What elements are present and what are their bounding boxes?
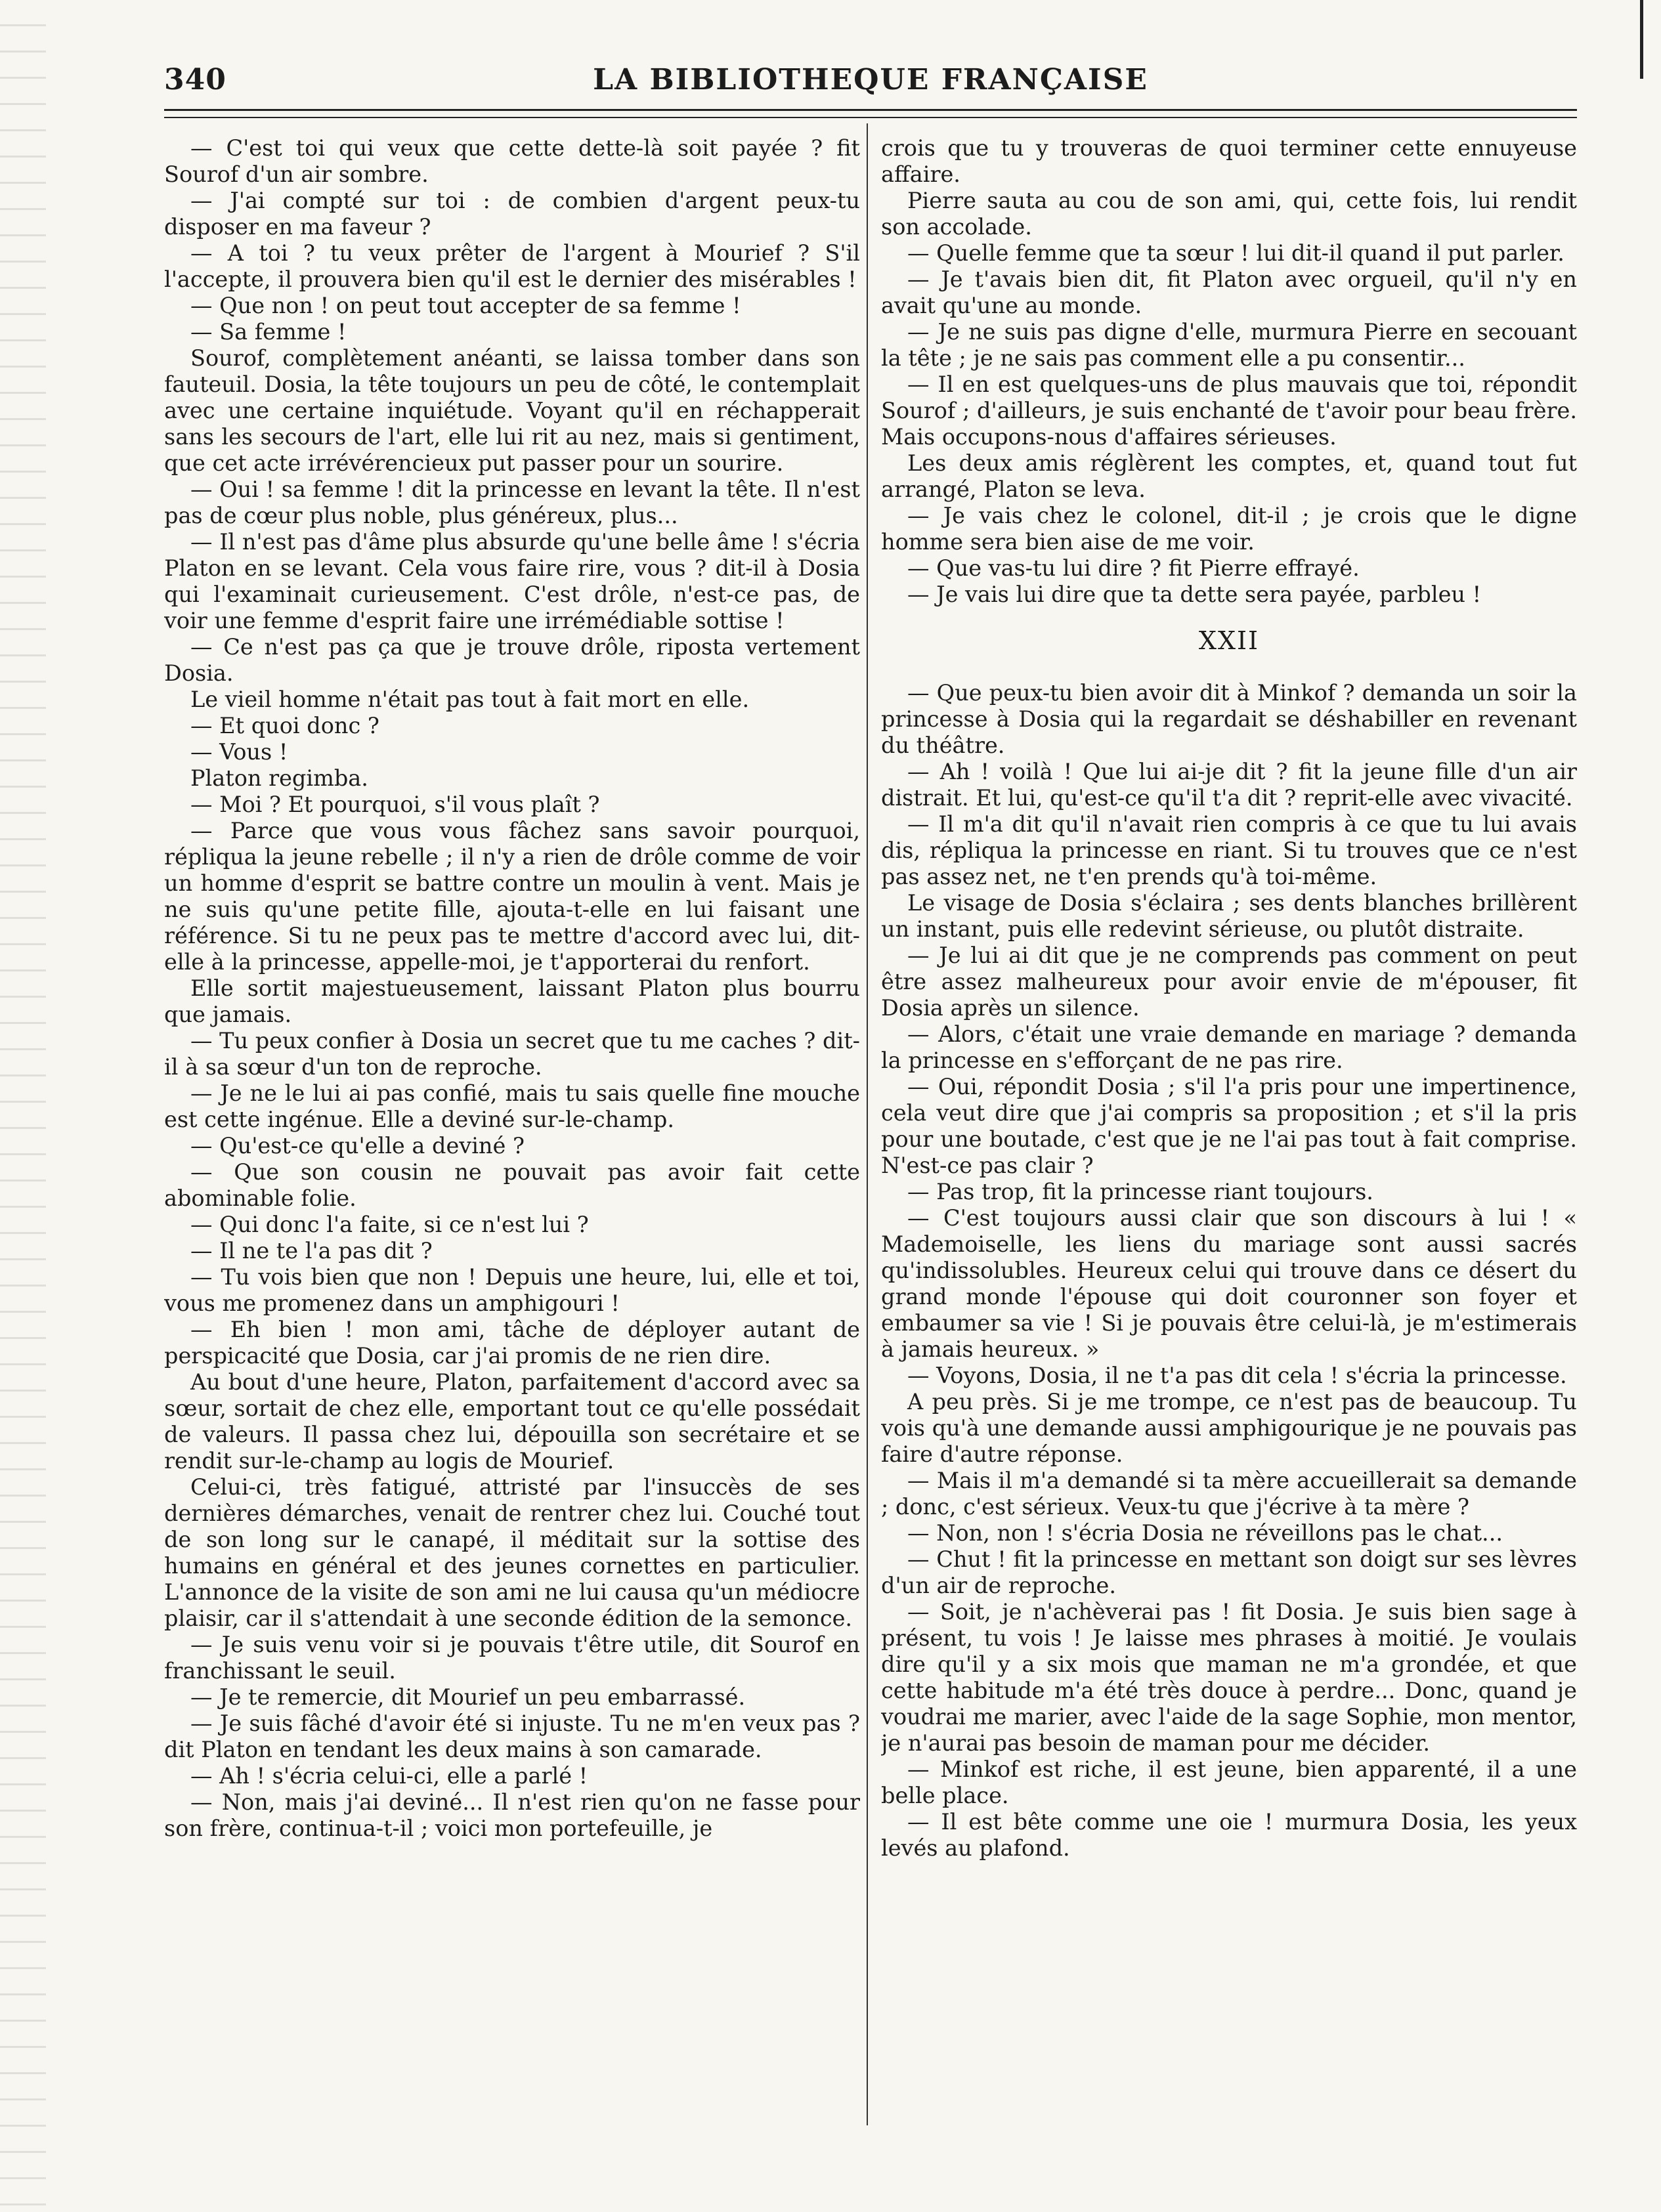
page-header — [164, 63, 1577, 109]
paragraph: — Oui, répondit Dosia ; s'il l'a pris pour une impertinence, cela veut dire que j'ai compris sa proposition ; et s'il la pris pour une boutade, c'est que je ne l'ai pas tout à fait comprise. N'est-ce pas clair ? — [881, 1074, 1577, 1178]
paragraph: Pierre sauta au cou de son ami, qui, cette fois, lui rendit son accolade. — [881, 188, 1577, 240]
paragraph: crois que tu y trouveras de quoi terminer cette ennuyeuse affaire. — [881, 135, 1577, 187]
paragraph: Platon regimba. — [190, 765, 368, 791]
paragraph: — Parce que vous vous fâchez sans savoir pourquoi, répliqua la jeune rebelle ; il n'y a rien de drôle comme de voir un homme d'esprit se battre contre un moulin à vent. Mais je ne suis qu'une petite fille, ajouta-t-elle en lui faisant une référence. Si tu ne peux pas te mettre d'accord avec lui, dit-elle à la princesse, appelle-moi, je t'apporterai du renfort. — [164, 818, 860, 975]
paragraph: — Chut ! fit la princesse en mettant son doigt sur ses lèvres d'un air de reproche. — [881, 1546, 1577, 1598]
paragraph: — Pas trop, fit la princesse riant toujours. — [907, 1179, 1373, 1204]
column-divider — [867, 123, 868, 2125]
paragraph: — Ce n'est pas ça que je trouve drôle, riposta vertement Dosia. — [164, 634, 860, 686]
paragraph: — Alors, c'était une vraie demande en mariage ? demanda la princesse en s'efforçant de ne pas rire. — [881, 1021, 1577, 1073]
paragraph: — Il m'a dit qu'il n'avait rien compris à ce que tu lui avais dis, répliqua la princesse en riant. Si tu trouves que ce n'est pas assez net, ne t'en prends qu'à toi-même. — [881, 811, 1577, 889]
paragraph: Celui-ci, très fatigué, attristé par l'insuccès de ses dernières démarches, venait de rentrer chez lui. Couché tout de son long sur le canapé, il méditait sur la sottise des humains en général et des jeunes cornettes en particulier. L'annonce de la visite de son ami ne lui causa qu'un médiocre plaisir, car il s'attendait à une seconde édition de la semonce. — [164, 1474, 860, 1631]
paragraph: — Que non ! on peut tout accepter de sa femme ! — [190, 293, 741, 318]
paragraph: — Tu vois bien que non ! Depuis une heure, lui, elle et toi, vous me promenez dans un amphigouri ! — [164, 1264, 860, 1316]
paragraph: — Je vais lui dire que ta dette sera payée, parbleu ! — [907, 582, 1482, 607]
paragraph: — Je suis venu voir si je pouvais t'être utile, dit Sourof en franchissant le seuil. — [164, 1632, 860, 1684]
paragraph: — Et quoi donc ? — [190, 713, 379, 738]
paragraph: — Je vais chez le colonel, dit-il ; je crois que le digne homme sera bien aise de me voir. — [881, 503, 1577, 555]
paragraph: — Je lui ai dit que je ne comprends pas comment on peut être assez malheureux pour avoir envie de m'épouser, fit Dosia après un silence. — [881, 943, 1577, 1021]
paragraph: — Je t'avais bien dit, fit Platon avec orgueil, qu'il n'y en avait qu'une au monde. — [881, 266, 1577, 318]
paragraph: Elle sortit majestueusement, laissant Platon plus bourru que jamais. — [164, 975, 860, 1027]
paragraph: — Tu peux confier à Dosia un secret que tu me caches ? dit-il à sa sœur d'un ton de reproche. — [164, 1028, 860, 1080]
left-column — [164, 135, 860, 2117]
paragraph: Les deux amis réglèrent les comptes, et, quand tout fut arrangé, Platon se leva. — [881, 450, 1577, 502]
paragraph: — Non, mais j'ai deviné... Il n'est rien qu'on ne fasse pour son frère, continua-t-il ; voici mon portefeuille, je — [164, 1789, 860, 1841]
paragraph: — Il en est quelques-uns de plus mauvais que toi, répondit Sourof ; d'ailleurs, je suis enchanté de t'avoir pour beau frère. Mais occupons-nous d'affaires sérieuses. — [881, 372, 1577, 450]
paragraph: — Oui ! sa femme ! dit la princesse en levant la tête. Il n'est pas de cœur plus noble, plus généreux, plus... — [164, 477, 860, 528]
paragraph: Le vieil homme n'était pas tout à fait mort en elle. — [190, 687, 750, 712]
paragraph: — Que peux-tu bien avoir dit à Minkof ? demanda un soir la princesse à Dosia qui la regardait se déshabiller en revenant du théâtre. — [881, 680, 1577, 758]
paragraph: — Sa femme ! — [190, 319, 347, 345]
right-column — [881, 135, 1577, 2117]
paragraph: — Non, non ! s'écria Dosia ne réveillons pas le chat... — [907, 1520, 1503, 1546]
paragraph: Au bout d'une heure, Platon, parfaitement d'accord avec sa sœur, sortait de chez elle, emportant tout ce qu'elle possédait de valeurs. Il passa chez lui, dépouilla son secrétaire et se rendit sur-le-champ au logis de Mourief. — [164, 1369, 860, 1474]
header-rule-thin — [164, 117, 1577, 118]
paragraph: — Voyons, Dosia, il ne t'a pas dit cela ! s'écria la princesse. — [907, 1363, 1567, 1388]
page-edge-line — [1640, 0, 1643, 79]
paragraph: — Mais il m'a demandé si ta mère accueillerait sa demande ; donc, c'est sérieux. Veux-tu que j'écrive à ta mère ? — [881, 1468, 1577, 1520]
paragraph: — C'est toi qui veux que cette dette-là soit payée ? fit Sourof d'un air sombre. — [164, 135, 860, 187]
paragraph: — Je te remercie, dit Mourief un peu embarrassé. — [190, 1684, 746, 1710]
paragraph: — Ah ! voilà ! Que lui ai-je dit ? fit la jeune fille d'un air distrait. Et lui, qu'est-ce qu'il t'a dit ? reprit-elle avec vivacité. — [881, 759, 1577, 811]
paragraph: — C'est toujours aussi clair que son discours à lui ! « Mademoiselle, les liens du mariage sont aussi sacrés qu'indissolubles. Heureux celui qui trouve dans ce désert du grand monde l'épouse qui doit couronner son foyer et embaumer sa vie ! Si je pouvais être celui-là, je m'estimerais à jamais heureux. » — [881, 1205, 1577, 1362]
running-title: LA BIBLIOTHEQUE FRANÇAISE — [593, 63, 1148, 96]
header-rule — [164, 109, 1577, 111]
paragraph: — Minkof est riche, il est jeune, bien apparenté, il a une belle place. — [881, 1756, 1577, 1808]
paragraph: — Que son cousin ne pouvait pas avoir fait cette abominable folie. — [164, 1159, 860, 1211]
paragraph: — Je suis fâché d'avoir été si injuste. Tu ne m'en veux pas ? dit Platon en tendant les deux mains à son camarade. — [164, 1711, 860, 1762]
paragraph: — Que vas-tu lui dire ? fit Pierre effrayé. — [907, 555, 1360, 581]
paragraph: — Ah ! s'écria celui-ci, elle a parlé ! — [190, 1763, 588, 1789]
paragraph: — Qu'est-ce qu'elle a deviné ? — [190, 1133, 525, 1159]
paragraph: — Il est bête comme une oie ! murmura Dosia, les yeux levés au plafond. — [881, 1809, 1577, 1861]
paragraph: — J'ai compté sur toi : de combien d'argent peux-tu disposer en ma faveur ? — [164, 188, 860, 240]
paragraph: — Qui donc l'a faite, si ce n'est lui ? — [190, 1212, 589, 1237]
paragraph: — Vous ! — [190, 739, 288, 765]
paragraph: A peu près. Si je me trompe, ce n'est pas de beaucoup. Tu vois qu'à une demande aussi amphigourique je ne pouvais pas faire d'autre réponse. — [881, 1389, 1577, 1467]
paragraph: — Soit, je n'achèverai pas ! fit Dosia. Je suis bien sage à présent, tu vois ! Je laisse mes phrases à moitié. Je voulais dire qu'il y a six mois que maman ne m'a grondée, et que cette habitude m'a été très douce à perdre... Donc, quand je voudrai me marier, avec l'aide de la sage Sophie, mon mentor, je n'aurai pas besoin de maman pour me décider. — [881, 1599, 1577, 1756]
paragraph: — Il ne te l'a pas dit ? — [190, 1238, 433, 1264]
paragraph: — Je ne le lui ai pas confié, mais tu sais quelle fine mouche est cette ingénue. Elle a deviné sur-le-champ. — [164, 1080, 860, 1132]
right-column-text-before — [881, 135, 1577, 608]
page-edge-scan-marks — [0, 0, 46, 2212]
right-column-text-after — [881, 680, 1577, 1861]
paragraph: Le visage de Dosia s'éclaira ; ses dents blanches brillèrent un instant, puis elle redevint sérieuse, ou plutôt distraite. — [881, 890, 1577, 942]
paragraph: Sourof, complètement anéanti, se laissa tomber dans son fauteuil. Dosia, la tête toujours un peu de côté, le contemplait avec une certaine inquiétude. Voyant qu'il en réchapperait sans les secours de l'art, elle lui rit au nez, mais si gentiment, que cet acte irrévérencieux put passer pour un sourire. — [164, 345, 860, 476]
paragraph: — A toi ? tu veux prêter de l'argent à Mourief ? S'il l'accepte, il prouvera bien qu'il est le dernier des misérables ! — [164, 240, 860, 292]
chapter-heading: XXII — [1198, 626, 1260, 655]
paragraph: — Je ne suis pas digne d'elle, murmura Pierre en secouant la tête ; je ne sais pas comment elle a pu consentir... — [881, 319, 1577, 371]
paragraph: — Moi ? Et pourquoi, s'il vous plaît ? — [190, 792, 600, 817]
paragraph: — Quelle femme que ta sœur ! lui dit-il quand il put parler. — [907, 240, 1564, 266]
paragraph: — Eh bien ! mon ami, tâche de déployer autant de perspicacité que Dosia, car j'ai promis de ne rien dire. — [164, 1317, 860, 1369]
paragraph: — Il n'est pas d'âme plus absurde qu'une belle âme ! s'écria Platon en se levant. Cela vous faire rire, vous ? dit-il à Dosia qui l'examinait curieusement. C'est drôle, n'est-ce pas, de voir une femme d'esprit faire une irrémédiable sottise ! — [164, 529, 860, 633]
page-number: 340 — [164, 63, 226, 96]
